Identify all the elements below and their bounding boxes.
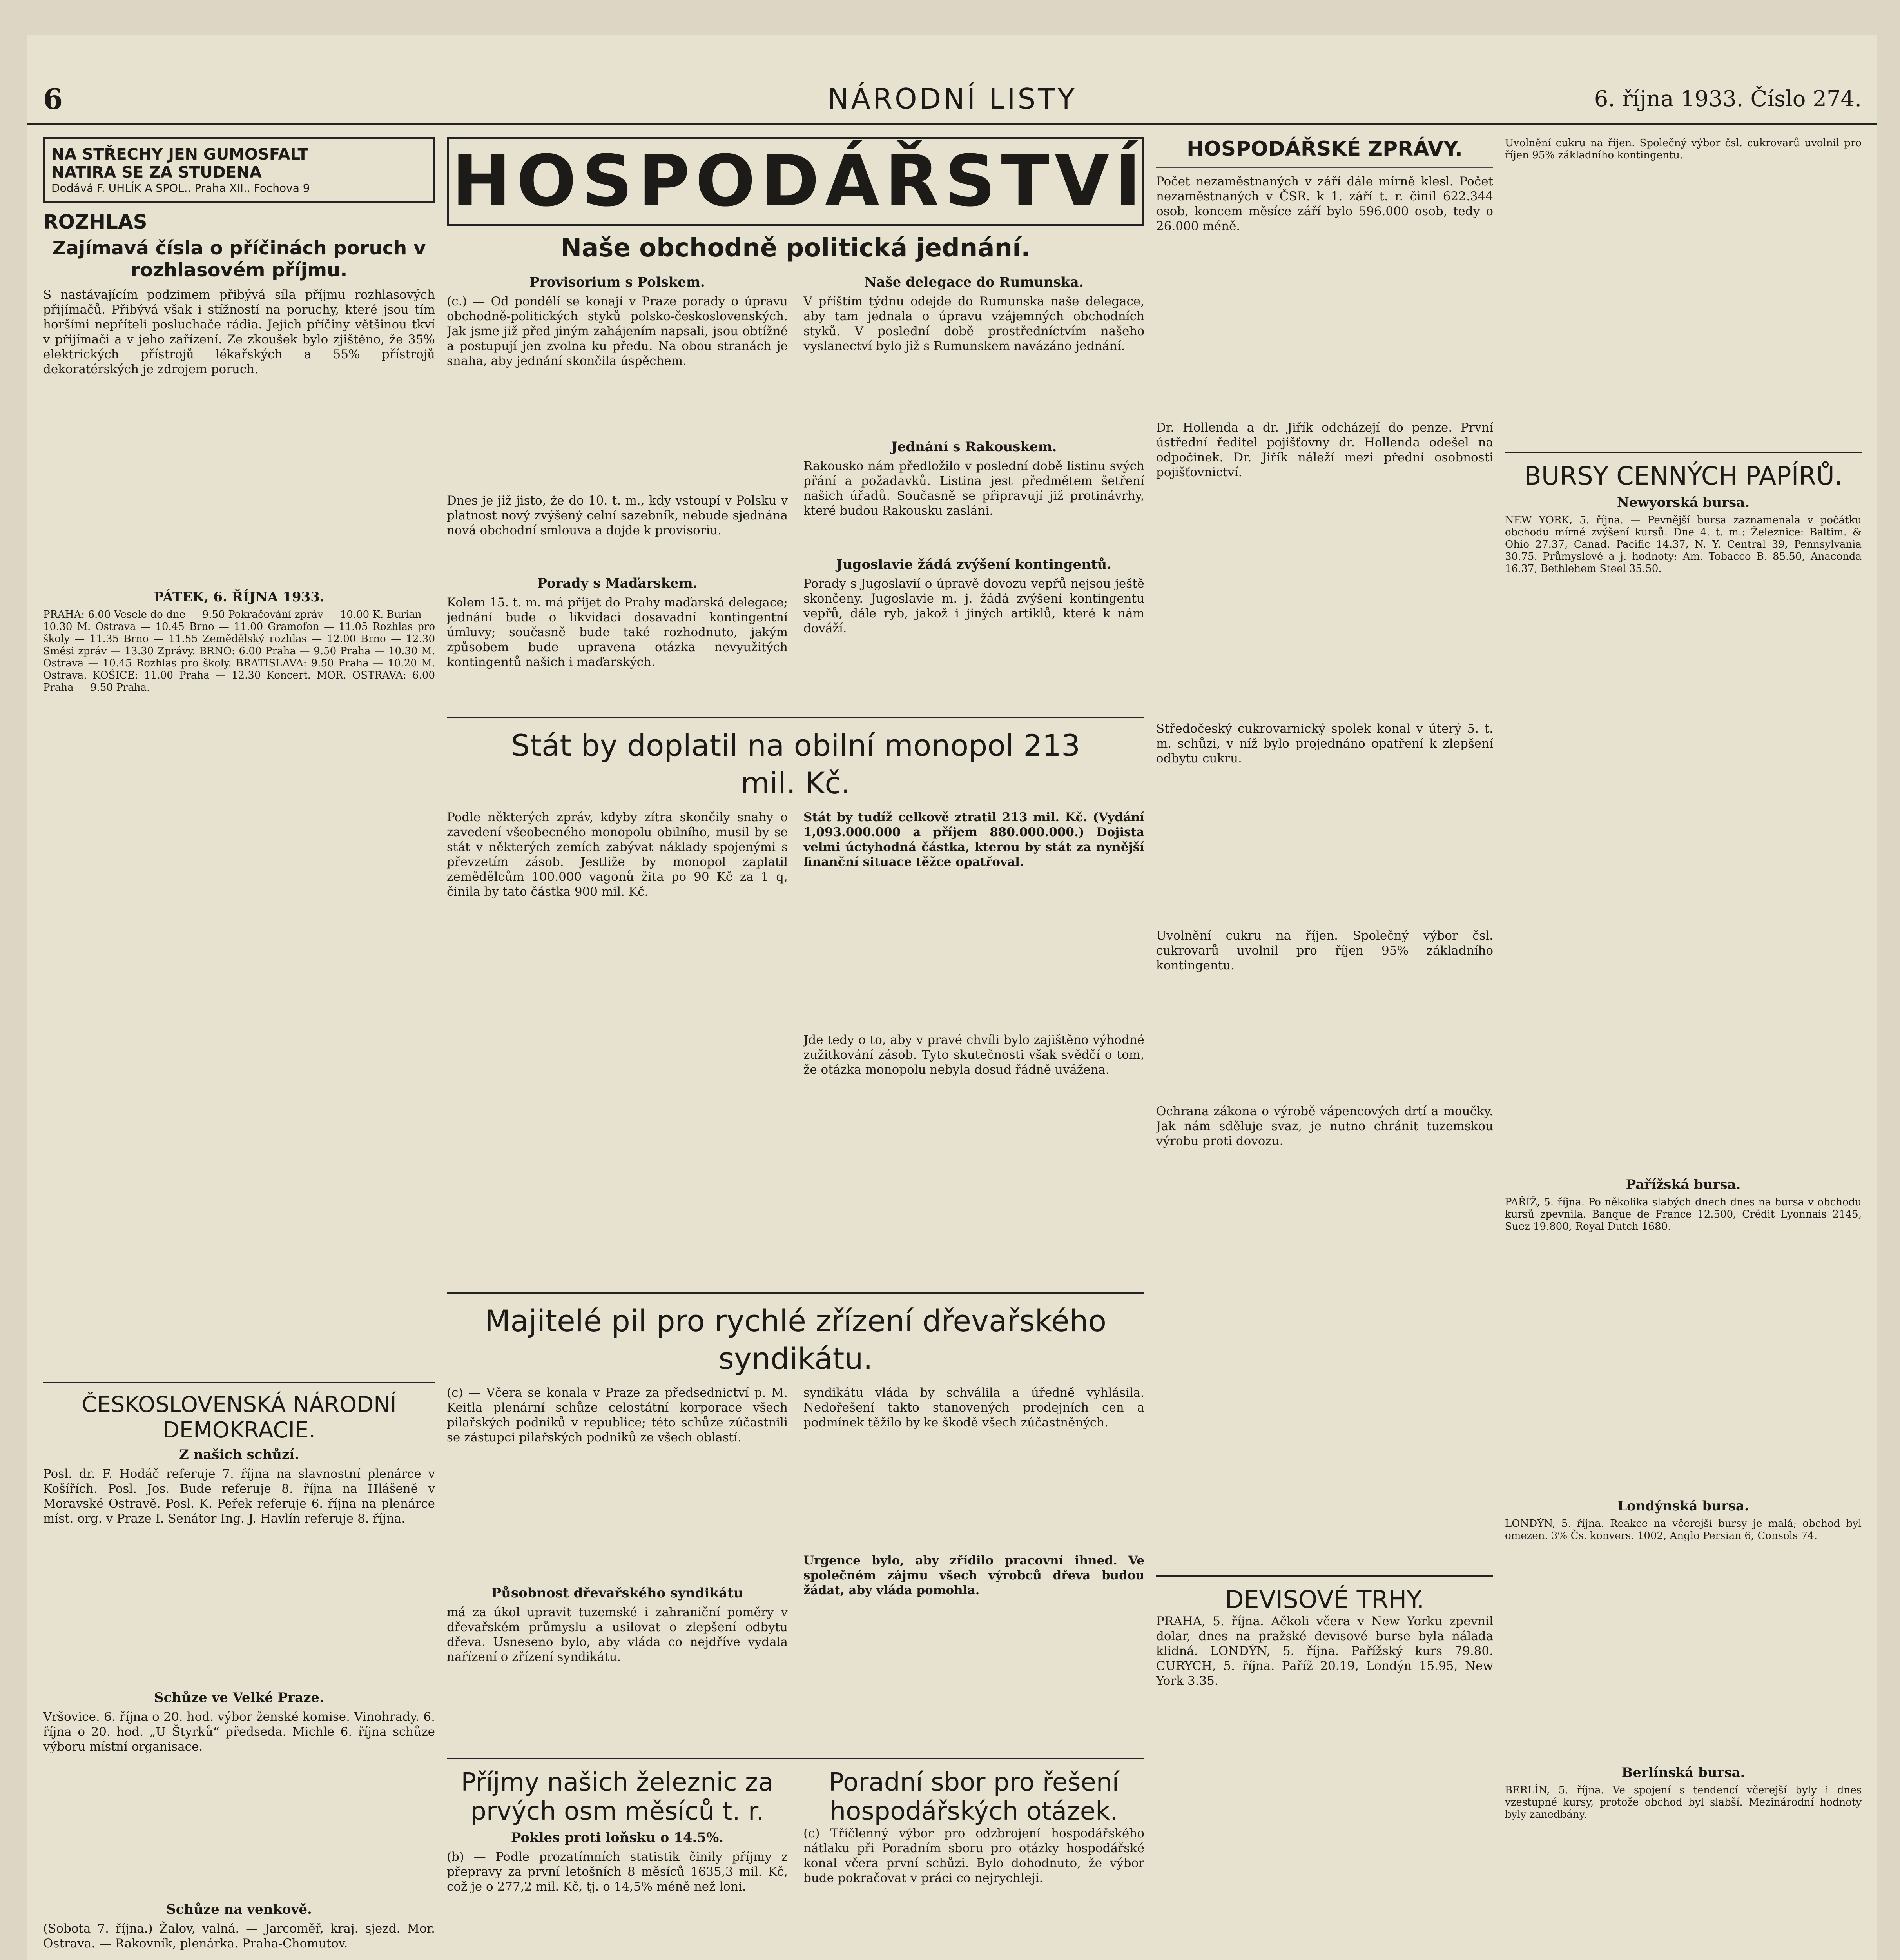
paris-text: PAŘÍŽ, 5. října. Po několika slabých dnech dnes na bursa v obchodu kursů zpevnila. Banque de France 12.500, Crédit Lyonnais 2145, Suez 19.800, Royal Dutch 1680. [1505, 1196, 1862, 1232]
ad-line1: NA STŘECHY JEN GUMOSFALT [51, 145, 308, 163]
program-title: PÁTEK, 6. ŘÍJNA 1933. [154, 589, 325, 605]
art2-text-c: Jde tedy o to, aby v pravé chvíli bylo zajištěno výhodné zužitkování zásob. Tyto skutečnosti však svědčí o tom, že otázka monopolu nebyla dosud řádně uvážena. [803, 1033, 1144, 1077]
art5-headline: Poradní sbor pro řešení hospodářských otázek. [829, 1768, 1119, 1826]
newspaper-page [27, 35, 1877, 1960]
art1-text1: (c.) — Od pondělí se konají v Praze porady o úpravu obchodně-politických styků polsko-československých. Jak jsme již před jiným zahájením napsali, jsou obtížné a postupují jen zvolna ku předu. Na obou stranách je snaha, aby jednání skončila úspěchem. [447, 294, 788, 368]
art4-sub: Pokles proti loňsku o 14.5%. [511, 1830, 724, 1846]
advertisement [43, 137, 435, 203]
bursy-column [1505, 137, 1862, 1913]
berlin-title: Berlínská bursa. [1621, 1765, 1745, 1780]
issue-date: 6. října 1933. Číslo 274. [1594, 86, 1862, 112]
berlin-text: BERLÍN, 5. října. Ve spojení s tendencí včerejší byly i dnes vzestupné kursy, protože obchod byl slabší. Mezinárodní hodnoty byly zanedbány. [1505, 1784, 1862, 1820]
art3-text-c: syndikátu vláda by schválila a úředně vyhlásila. Nedořešení takto stanovených prodejních cen a podmínek těžilo by ke škodě všech zúčastněných. [803, 1386, 1144, 1430]
art1-text5: Porady s Jugoslavií o úpravě dovozu vepřů nejsou ještě skončeny. Jugoslavie m. j. žádá zvýšení kontingentu vepřů, dále ryb, jakož i jiných artiklů, které k nám dováží. [803, 577, 1144, 635]
ad-line3: Dodává F. UHLÍK A SPOL., Praha XII., Fochova 9 [51, 181, 310, 194]
country-body: (Sobota 7. října.) Žalov, valná. — Jarcoměř, kraj. sjezd. Mor. Ostrava. — Rakovník, plenárka. Praha-Chomutov. [43, 1922, 435, 1951]
dev-title: DEVISOVÉ TRHY. [1225, 1585, 1425, 1614]
art3-text-d: Urgence bylo, aby zřídilo pracovní ihned. Ve společném zájmu všech výrobců dřeva budou žádat, aby vláda pomohla. [803, 1553, 1144, 1597]
meetings-body: Posl. dr. F. Hodáč referuje 7. října na slavnostní plenárce v Košířích. Posl. Jos. Bude referuje 8. října na Hlášeně v Moravské Ostravě. Posl. K. Peřek referuje 6. října na plenárce míst. org. v Praze I. Senátor Ing. J. Havlín referuje 8. října. [43, 1467, 435, 1526]
art1-sub5: Jugoslavie žádá zvýšení kontingentů. [836, 557, 1112, 572]
news-column [1156, 137, 1493, 1960]
womens-body: Vršovice. 6. října o 20. hod. výbor ženské komise. Vinohrady. 6. října o 20. hod. „U Štyrků“ předseda. Michle 6. října schůze výboru místní organisace. [43, 1710, 435, 1754]
ny-text: NEW YORK, 5. října. — Pevnější bursa zaznamenala v počátku obchodu mírné zvýšení kursů. Dne 4. t. m.: Železnice: Baltim. & Ohio 27.37, Canad. Pacific 14.37, N. Y. Central 39, Pennsylvania 30.75. Průmyslové a j. hodnoty: Am. Tobacco B. 85.50, Anaconda 16.37, Bethlehem Steel 35.50. [1505, 514, 1862, 575]
womens-title: Schůze ve Velké Praze. [154, 1690, 324, 1706]
masthead [27, 82, 1877, 125]
art1-text4: Rakousko nám předložilo v poslední době listinu svých přání a požadavků. Listina jest předmětem šetření našich úřadů. Současně se připravují již protinávrhy, které budou Rakousku zasláni. [803, 459, 1144, 518]
economy-section [447, 137, 1147, 1960]
bursy-intro: Uvolnění cukru na říjen. Společný výbor čsl. cukrovarů uvolnil pro říjen 95% základního kontingentu. [1505, 137, 1862, 161]
art1-text3: V příštím týdnu odejde do Rumunska naše delegace, aby tam jednala o úpravu vzájemných obchodních styků. V poslední době prostředníctvím našeho vyslanectví bylo již s Rumunskem navázáno jednání. [803, 294, 1144, 353]
hz-text4: Uvolnění cukru na říjen. Společný výbor čsl. cukrovarů uvolnil pro říjen 95% základního kontingentu. [1156, 929, 1493, 973]
ny-title: Newyorská bursa. [1617, 495, 1750, 510]
art1-sub1: Provisorium s Polskem. [529, 274, 705, 290]
art4-text: (b) — Podle prozatímních statistik činily příjmy z přepravy za první letošních 8 měsíců 1635,3 mil. Kč, což je o 277,2 mil. Kč, tj. o 14,5% méně než loni. [447, 1850, 788, 1894]
hz-text3: Středočeský cukrovarnický spolek konal v úterý 5. t. m. schůzi, v níž bylo projednáno opatření k zlepšení odbytu cukru. [1156, 722, 1493, 766]
art1-text1b: Dnes je již jisto, že do 10. t. m., kdy vstoupí v Polsku v platnost nový zvýšený celní sazebník, nebude sjednána nová obchodní smlouva a dojde k provisoriu. [447, 494, 788, 537]
economy-headline: HOSPODÁŘSTVÍ [452, 140, 1147, 222]
art3-sub: Působnost dřevařského syndikátu [491, 1585, 743, 1601]
hz-title: HOSPODÁŘSKÉ ZPRÁVY. [1187, 137, 1463, 161]
meetings-title: Z našich schůzí. [179, 1447, 299, 1463]
hz-text5: Ochrana zákona o výrobě vápencových drtí a moučky. Jak nám sděluje svaz, je nutno chránit tuzemskou výrobu proti dovozu. [1156, 1104, 1493, 1148]
art4-headline: Příjmy našich železnic za prvých osm měsíců t. r. [461, 1768, 774, 1826]
bursy-title: BURSY CENNÝCH PAPÍRŮ. [1524, 462, 1843, 491]
art3-text-b: má za úkol upravit tuzemské i zahraniční poměry v dřevařském průmyslu a usilovat o zlepšení odbytu dřeva. Usneseno bylo, aby vláda co nejdříve vydala nařízení o zřízení syndikátu. [447, 1605, 788, 1664]
hz-text: Počet nezaměstnaných v září dále mírně klesl. Počet nezaměstnaných v ČSR. k 1. září t. r. činil 622.344 osob, koncem měsíce září bylo 596.000 osob, tedy o 26.000 méně. [1156, 174, 1493, 233]
art1-sub3: Naše delegace do Rumunska. [864, 274, 1084, 290]
page-number: 6 [43, 82, 63, 116]
cs-nd-title: ČESKOSLOVENSKÁ NÁRODNÍ DEMOKRACIE. [82, 1392, 397, 1443]
art1-headline: Naše obchodně politická jednání. [560, 234, 1031, 263]
london-title: Londýnská bursa. [1617, 1498, 1749, 1514]
radio-program: PRAHA: 6.00 Vesele do dne — 9.50 Pokračování zpráv — 10.00 K. Burian — 10.30 M. Ostrava — 10.45 Brno — 11.00 Gramofon — 11.05 Rozhlas pro školy — 11.35 Brno — 11.55 Zemědělský rozhlas — 12.00 Brno — 12.30 Směsi zpráv — 13.30 Zprávy. BRNO: 6.00 Praha — 9.50 Praha — 10.30 M. Ostrava — 10.45 Rozhlas pro školy. BRATISLAVA: 9.50 Praha — 10.20 M. Ostrava. KOŠICE: 11.00 Praha — 12.30 Koncert. MOR. OSTRAVA: 6.00 Praha — 9.50 Praha. [43, 609, 435, 693]
left-column [43, 137, 435, 1960]
dev-text: PRAHA, 5. října. Ačkoli včera v New Yorku zpevnil dolar, dnes na pražské devisové burse byla nálada klidná. LONDÝN, 5. října. Pařížský kurs 79.80. CURYCH, 5. října. Paříž 20.19, Londýn 15.95, New York 3.35. [1156, 1614, 1493, 1688]
art3-text: (c) — Včera se konala v Praze za předsednictví p. M. Keitla plenární schůze celostátní korporace všech pilařských podniků v republice; této schůze zúčastnili se zástupci pilařských podniků ze všech oblastí. [447, 1386, 788, 1445]
art3-headline: Majitelé pil pro rychlé zřízení dřevařského syndikátu. [484, 1303, 1107, 1376]
paper-title: NÁRODNÍ LISTY [827, 82, 1077, 115]
section-rozhlas: ROZHLAS [43, 211, 147, 233]
art1-sub4: Jednání s Rakouskem. [891, 439, 1057, 455]
art5-text: (c) Tříčlenný výbor pro odzbrojení hospodářského nátlaku při Poradním sboru pro otázky hospodářské konal včera první schůzi. Bylo dohodnuto, že výbor bude pokračovat v práci co nejrychleji. [803, 1826, 1144, 1885]
ad-line2: NATIRA SE ZA STUDENA [51, 163, 262, 181]
radio-headline: Zajímavá čísla o příčinách poruch v rozhlasovém příjmu. [52, 237, 426, 281]
country-title: Schůze na venkově. [166, 1902, 312, 1917]
hz-text2: Dr. Hollenda a dr. Jiřík odcházejí do penze. První ústřední ředitel pojišťovny dr. Hollenda odešel na odpočinek. Dr. Jiřík náleží mezi přední osobnosti pojišťovnictví. [1156, 421, 1493, 479]
art2-text-b: Stát by tudíž celkově ztratil 213 mil. Kč. (Vydání 1,093.000.000 a příjem 880.000.000.) Dojista velmi úctyhodná částka, kterou by stát za nynější finanční situace těžce opatřoval. [803, 810, 1144, 869]
paris-title: Pařížská bursa. [1626, 1177, 1741, 1192]
radio-body: S nastávajícím podzimem přibývá síla příjmu rozhlasových přijímačů. Přibývá však i stížností na poruchy, které jsou tím horšími nepříteli posluchače rádia. Jejich příčiny většinou tkví v přijímači a v jeho zařízení. Ze zkoušek bylo zjištěno, že 35% elektrických přístrojů lékařských a 55% přístrojů dekoratérských je zdrojem poruch. [43, 288, 435, 376]
london-text: LONDÝN, 5. října. Reakce na včerejší bursy je malá; obchod byl omezen. 3% Čs. konvers. 1002, Anglo Persian 6, Consols 74. [1505, 1518, 1862, 1542]
art2-headline: Stát by doplatil na obilní monopol 213 mil. Kč. [511, 728, 1081, 800]
art1-text2: Kolem 15. t. m. má přijet do Prahy maďarská delegace; jednání bude o likvidaci dosavadní kontingentní úmluvy; současně bude také rozhodnuto, jakým způsobem bude upravena otázka nevyužitých kontingentů našich i maďarských. [447, 595, 788, 669]
art1-sub2: Porady s Maďarskem. [537, 575, 698, 591]
art2-text: Podle některých zpráv, kdyby zítra skončily snahy o zavedení všeobecného monopolu obilního, musil by se stát v některých zemích zabývat náklady spojenými s převzetím zásob. Jestliže by monopol zaplatil zemědělcům 100.000 vagonů žita po 90 Kč za 1 q, činila by tato částka 900 mil. Kč. [447, 810, 788, 899]
